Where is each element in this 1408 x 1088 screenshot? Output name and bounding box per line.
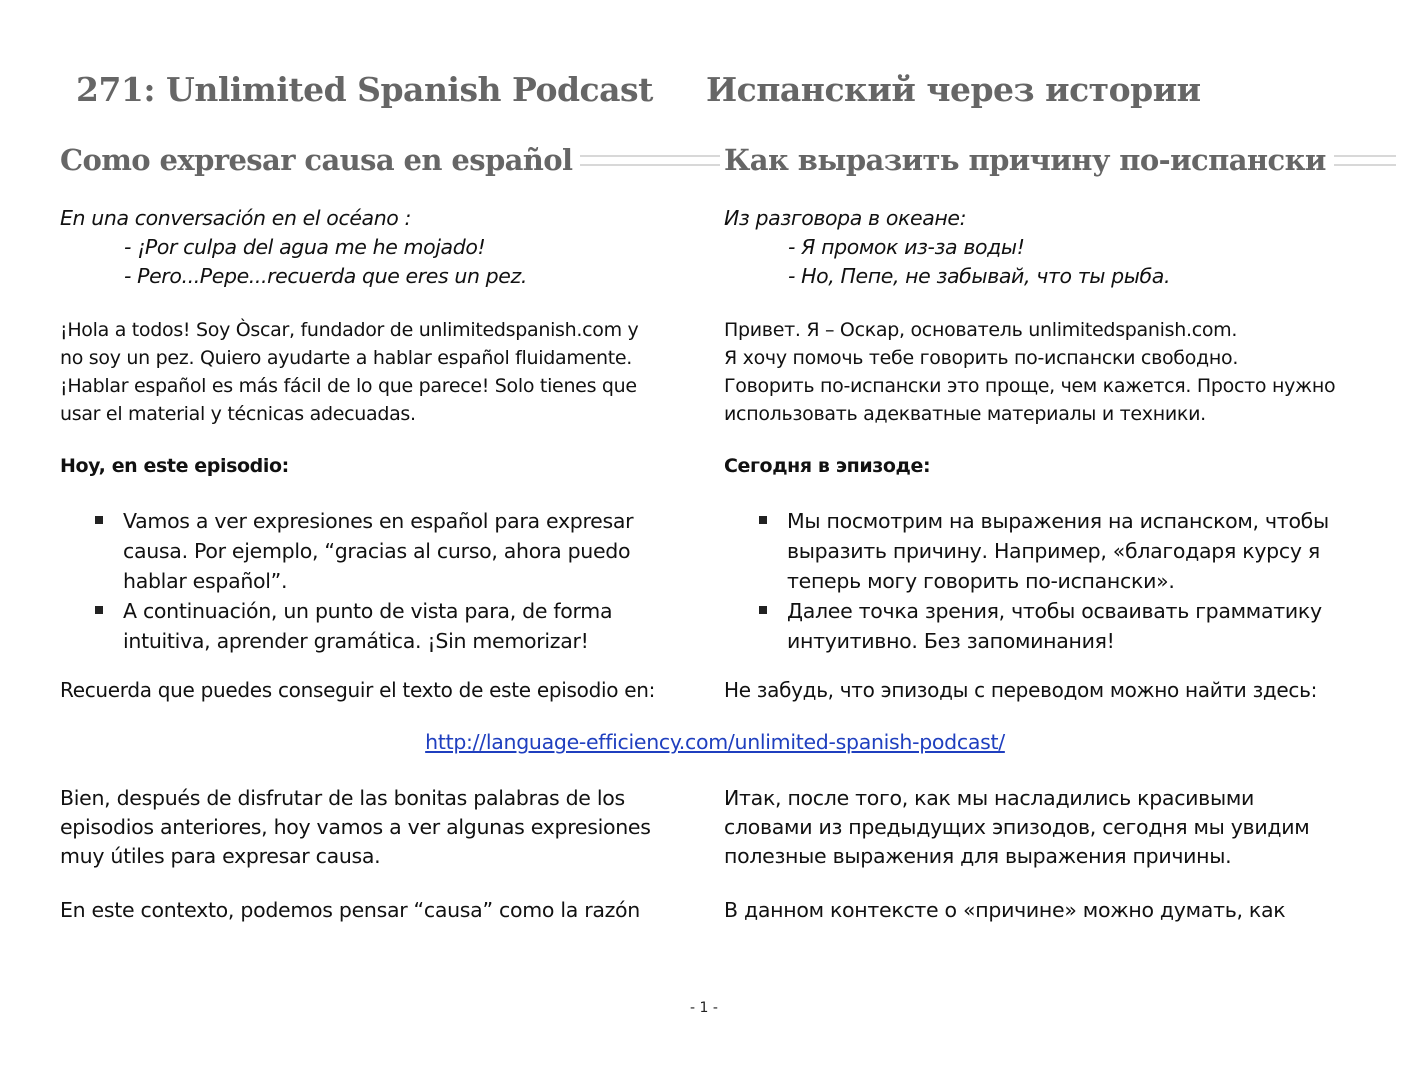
bullet-square-icon xyxy=(95,606,103,614)
bullet-list xyxy=(724,506,1329,656)
list-item xyxy=(60,506,633,596)
text-line: Привет. Я – Оскар, основатель unlimitedspanish.com. xyxy=(724,319,1238,341)
episode-heading: Hoy, en este episodio: xyxy=(60,455,289,477)
contexto-text: En este contexto, podemos pensar “causa” como la razón xyxy=(60,898,640,922)
text-line: полезные выражения для выражения причины. xyxy=(724,844,1232,868)
bien-paragraph xyxy=(60,784,651,871)
text-line: теперь могу говорить по-испански». xyxy=(787,569,1175,593)
intro-paragraph xyxy=(724,316,1335,428)
text-line: Говорить по-испански это проще, чем кажется. Просто нужно xyxy=(724,375,1336,397)
text-line: Далее точка зрения, чтобы осваивать грамматику xyxy=(787,599,1322,623)
text-line: выразить причину. Например, «благодаря курсу я xyxy=(787,539,1320,563)
recuerda-text: Recuerda que puedes conseguir el texto de este episodio en: xyxy=(60,678,656,702)
dialog-line: - Pero...Pepe...recuerda que eres un pez. xyxy=(124,264,527,288)
text-line: causa. Por ejemplo, “gracias al curso, ahora puedo xyxy=(123,539,631,563)
heading-rule xyxy=(580,155,720,166)
dialog-line: - ¡Por culpa del agua me he mojado! xyxy=(124,235,486,259)
bullet-square-icon xyxy=(759,516,767,524)
text-line: Я хочу помочь тебе говорить по-испански свободно. xyxy=(724,347,1239,369)
bullet-list xyxy=(60,506,633,656)
text-line: Итак, после того, как мы насладились красивыми xyxy=(724,786,1255,810)
recuerda-text: Не забудь, что эпизоды с переводом можно найти здесь: xyxy=(724,678,1318,702)
dialog-intro: En una conversación en el océano : xyxy=(60,206,412,230)
text-line: no soy un pez. Quiero ayudarte a hablar español fluidamente. xyxy=(60,347,632,369)
section-title: Como expresar causa en español xyxy=(60,143,573,177)
section-heading xyxy=(724,143,1374,177)
text-line: hablar español”. xyxy=(123,569,288,593)
text-line: интуитивно. Без запоминания! xyxy=(787,629,1115,653)
text-line: словами из предыдущих эпизодов, сегодня мы увидим xyxy=(724,815,1310,839)
text-line: episodios anteriores, hoy vamos a ver algunas expresiones xyxy=(60,815,651,839)
podcast-title-russian: Испанский через истории xyxy=(706,70,1201,109)
text-line: использовать адекватные материалы и техники. xyxy=(724,403,1206,425)
dialog-block xyxy=(60,204,527,291)
text-line: Vamos a ver expresiones en español para expresar xyxy=(123,509,634,533)
text-line: usar el material y técnicas adecuadas. xyxy=(60,403,416,425)
podcast-title: 271: Unlimited Spanish Podcast xyxy=(76,70,653,109)
intro-paragraph xyxy=(60,316,639,428)
bullet-square-icon xyxy=(759,606,767,614)
section-title: Как выразить причину по-испански xyxy=(724,143,1326,177)
dialog-line: - Я промок из-за воды! xyxy=(788,235,1025,259)
text-line: muy útiles para expresar causa. xyxy=(60,844,381,868)
text-line: Bien, después de disfrutar de las bonitas palabras de los xyxy=(60,786,625,810)
episode-heading: Сегодня в эпизоде: xyxy=(724,455,931,477)
podcast-link[interactable]: http://language-efficiency.com/unlimited-spanish-podcast/ xyxy=(425,730,1005,754)
dialog-block xyxy=(724,204,1170,291)
heading-rule xyxy=(1334,155,1396,166)
list-item xyxy=(724,506,1329,596)
contexto-text: В данном контексте о «причине» можно думать, как xyxy=(724,898,1286,922)
dialog-intro: Из разговора в океане: xyxy=(724,206,967,230)
list-item xyxy=(724,596,1329,656)
text-line: A continuación, un punto de vista para, de forma xyxy=(123,599,613,623)
text-line: intuitiva, aprender gramática. ¡Sin memorizar! xyxy=(123,629,589,653)
bien-paragraph xyxy=(724,784,1309,871)
text-line: ¡Hola a todos! Soy Òscar, fundador de unlimitedspanish.com y xyxy=(60,319,639,341)
bullet-square-icon xyxy=(95,516,103,524)
list-item xyxy=(60,596,633,656)
dialog-line: - Но, Пепе, не забывай, что ты рыба. xyxy=(788,264,1171,288)
text-line: ¡Hablar español es más fácil de lo que parece! Solo tienes que xyxy=(60,375,637,397)
page-number: - 1 - xyxy=(690,1000,718,1016)
section-heading xyxy=(60,143,710,177)
text-line: Мы посмотрим на выражения на испанском, чтобы xyxy=(787,509,1329,533)
